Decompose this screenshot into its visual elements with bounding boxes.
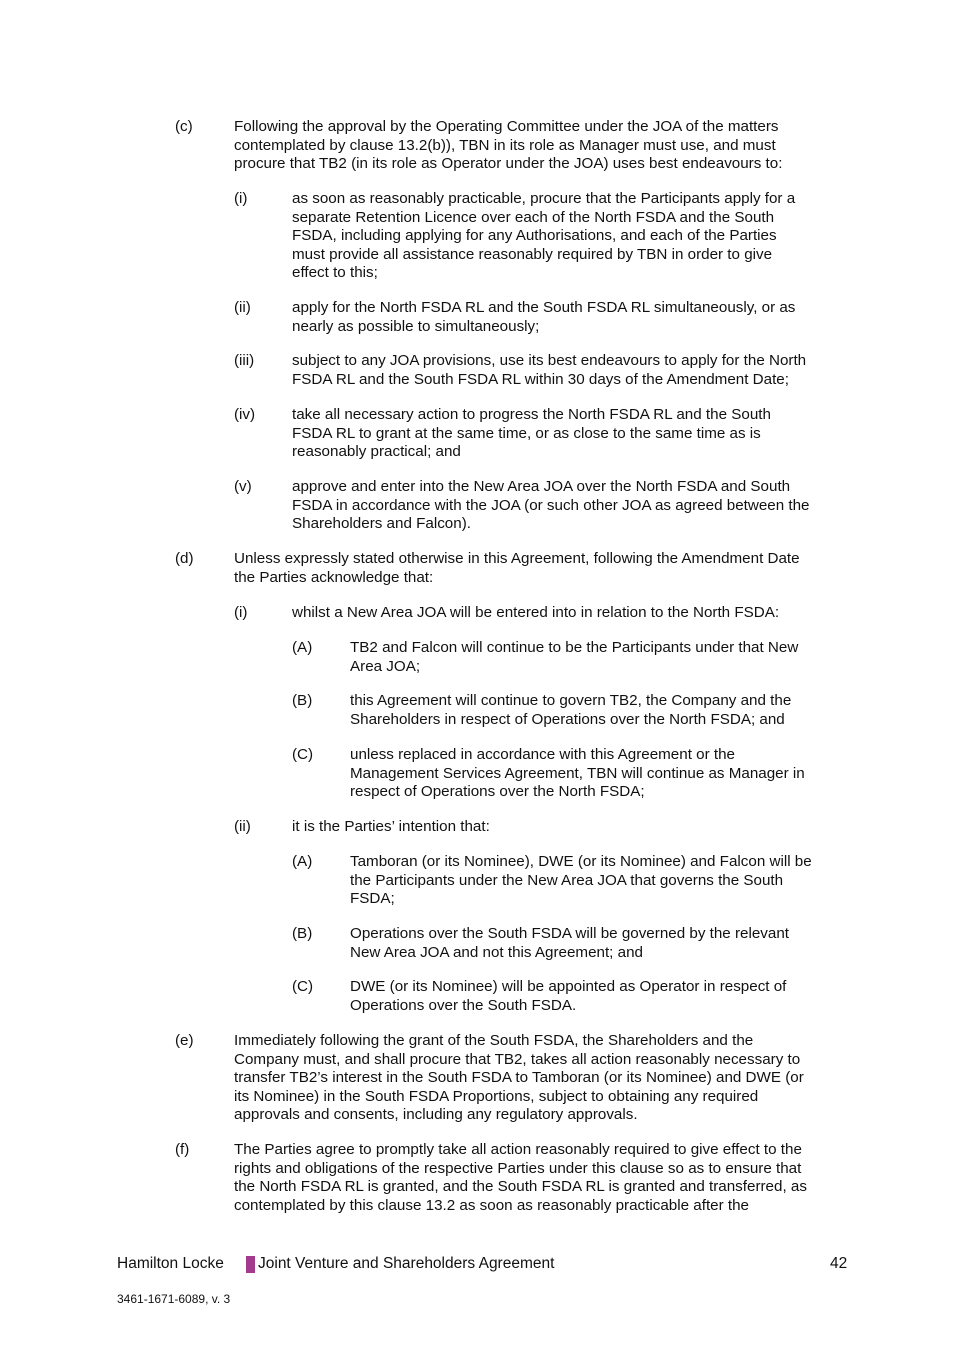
paragraph-text: unless replaced in accordance with this Agreement or the Management Services Agreement, TBN will continue as Manager in respect of Operations over the North FSDA; <box>350 746 805 801</box>
subclause-label: (ii) <box>234 818 251 835</box>
paragraph-label: (C) <box>292 978 314 995</box>
paragraph-text: TB2 and Falcon will continue to be the Participants under that New Area JOA; <box>350 639 799 675</box>
clause-text: Unless expressly stated otherwise in this Agreement, following the Amendment Date the Parties acknowledge that: <box>234 550 800 586</box>
clause-text: Following the approval by the Operating Committee under the JOA of the matters contemplated by clause 13.2(b)), TBN in its role as Manager must use, and must procure that TB2 (in its role as Operator under the JOA) uses best endeavours to: <box>234 118 783 173</box>
subclause-text: as soon as reasonably practicable, procure that the Participants apply for a separate Retention Licence over each of the North FSDA and the South FSDA, including applying for any Authorisations, and each of the Parties must provide all assistance reasonably required by TBN in order to give effect to this; <box>292 190 796 282</box>
subclause-label: (i) <box>234 604 248 621</box>
paragraph-label: (B) <box>292 925 313 942</box>
paragraph-text: Operations over the South FSDA will be governed by the relevant New Area JOA and not this Agreement; and <box>350 925 789 961</box>
document-reference: 3461-1671-6089, v. 3 <box>117 1292 231 1306</box>
footer-accent-bar <box>246 1256 255 1273</box>
subclause-text: apply for the North FSDA RL and the South FSDA RL simultaneously, or as nearly as possible to simultaneously; <box>292 299 796 335</box>
paragraph-label: (A) <box>292 853 313 870</box>
footer-firm-name: Hamilton Locke <box>117 1255 224 1272</box>
paragraph-label: (B) <box>292 692 313 709</box>
clause-label: (d) <box>175 550 194 567</box>
subclause-text: whilst a New Area JOA will be entered into in relation to the North FSDA: <box>292 604 780 621</box>
subclause-text: it is the Parties’ intention that: <box>292 818 490 835</box>
paragraph-label: (A) <box>292 639 313 656</box>
subclause-label: (ii) <box>234 299 251 316</box>
clause-text: The Parties agree to promptly take all action reasonably required to give effect to the rights and obligations of the respective Parties under this clause so as to ensure that the North FSDA RL is granted, and the South FSDA RL is granted and transferred, as contemplated by this clause 13.2 as soon as reasonably practicable after the <box>234 1141 807 1214</box>
clause-label: (c) <box>175 118 193 135</box>
page-number: 42 <box>830 1255 848 1272</box>
subclause-text: approve and enter into the New Area JOA over the North FSDA and South FSDA in accordance with the JOA (or such other JOA as agreed between the Shareholders and Falcon). <box>292 478 810 533</box>
subclause-label: (iii) <box>234 352 255 369</box>
clause-label: (f) <box>175 1141 190 1158</box>
paragraph-text: DWE (or its Nominee) will be appointed as Operator in respect of Operations over the South FSDA. <box>350 978 787 1014</box>
subclause-label: (i) <box>234 190 248 207</box>
clause-text: Immediately following the grant of the South FSDA, the Shareholders and the Company must, and shall procure that TB2, takes all action reasonably necessary to transfer TB2’s interest in the South FSDA to Tamboran (or its Nominee) and DWE (or its Nominee) in the South FSDA Proportions, subject to obtaining any required approvals and consents, including any regulatory approvals. <box>234 1032 804 1124</box>
clause-label: (e) <box>175 1032 194 1049</box>
paragraph-text: this Agreement will continue to govern TB2, the Company and the Shareholders in respect of Operations over the North FSDA; and <box>350 692 792 728</box>
footer-document-title: Joint Venture and Shareholders Agreement <box>258 1255 555 1272</box>
paragraph-text: Tamboran (or its Nominee), DWE (or its Nominee) and Falcon will be the Participants under the New Area JOA that governs the South FSDA; <box>350 853 812 908</box>
subclause-label: (iv) <box>234 406 256 423</box>
subclause-text: take all necessary action to progress the North FSDA RL and the South FSDA RL to grant at the same time, or as close to the same time as is reasonably practical; and <box>292 406 771 461</box>
subclause-text: subject to any JOA provisions, use its best endeavours to apply for the North FSDA RL and the South FSDA RL within 30 days of the Amendment Date; <box>292 352 807 388</box>
paragraph-label: (C) <box>292 746 314 763</box>
subclause-label: (v) <box>234 478 252 495</box>
